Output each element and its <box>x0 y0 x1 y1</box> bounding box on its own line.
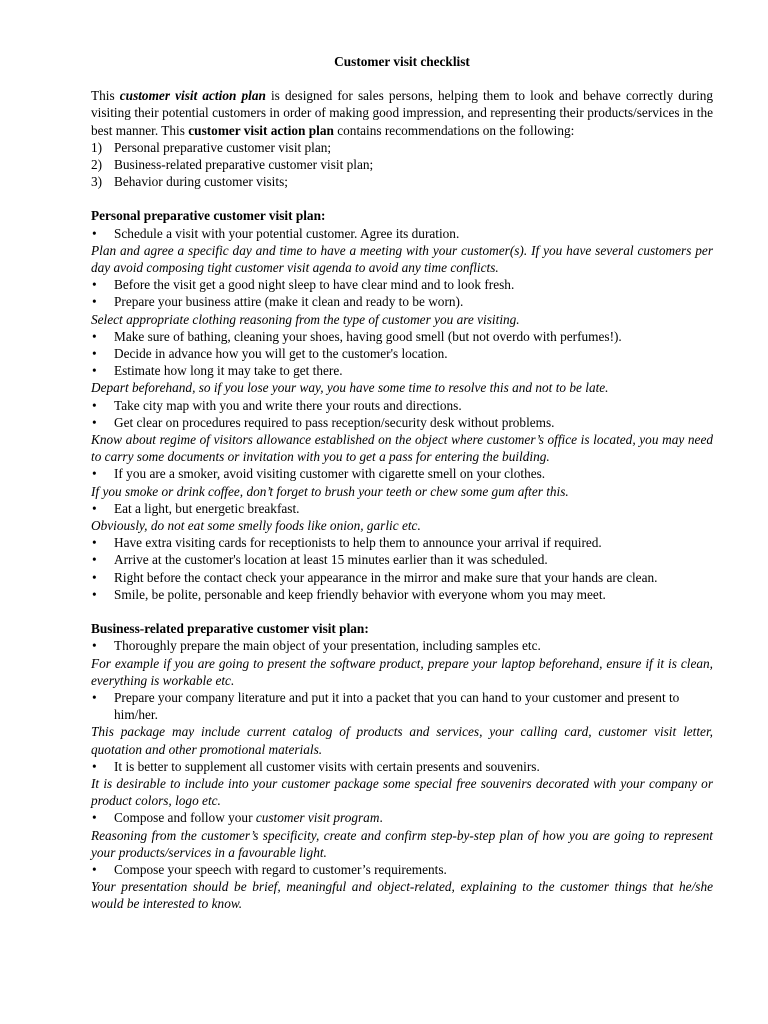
bullet-item: • It is better to supplement all customer visits with certain presents and souvenirs. <box>91 758 713 775</box>
intro-text-2: is designed for sales persons, helping them to look and behave correctly during visiting their potential customers in order of making good impression, and representing their products/services in the best manner. This <box>91 88 714 138</box>
bullet-item: • Thoroughly prepare the main object of your presentation, including samples etc. <box>91 637 713 654</box>
bullet-item: • Smile, be polite, personable and keep friendly behavior with everyone whom you may meet. <box>91 586 713 603</box>
bullet-list <box>91 758 713 775</box>
intro-text-1: This <box>91 88 120 104</box>
intro-paragraph <box>91 87 713 139</box>
italic-note: Reasoning from the customer’s specificity, create and confirm step-by-step plan of how you are going to represent your products/services in a favourable light. <box>91 827 713 860</box>
bullet-text: Compose and follow your <box>114 810 256 826</box>
contents-item <box>91 139 713 156</box>
italic-note: If you smoke or drink coffee, don’t forget to brush your teeth or chew some gum after this. <box>91 483 569 499</box>
italic-note: Obviously, do not eat some smelly foods like onion, garlic etc. <box>91 518 421 534</box>
bullet-emphasis: customer visit program <box>255 810 380 826</box>
contents-text: Personal preparative customer visit plan; <box>114 139 332 155</box>
bullet-item: • Compose your speech with regard to customer’s requirements. <box>91 861 713 878</box>
bullet-item: • If you are a smoker, avoid visiting customer with cigarette smell on your clothes. <box>91 465 713 482</box>
bullet-list <box>91 637 713 654</box>
bullet-list <box>91 397 713 431</box>
spacer <box>91 70 713 87</box>
bullet-item: • Make sure of bathing, cleaning your shoes, having good smell (but not overdo with perfumes!). <box>91 328 713 345</box>
bullet-item: • Before the visit get a good night sleep to have clear mind and to look fresh. <box>91 276 713 293</box>
intro-emphasis-2: customer visit action plan <box>188 122 334 138</box>
contents-item <box>91 156 713 173</box>
italic-note: Select appropriate clothing reasoning from the type of customer you are visiting. <box>91 311 520 327</box>
intro-text-3: contains recommendations on the following: <box>333 122 575 138</box>
spacer <box>91 603 713 620</box>
bullet-item: • Take city map with you and write there your routs and directions. <box>91 397 713 414</box>
contents-number: 2) <box>91 157 103 173</box>
contents-list <box>91 139 713 191</box>
bullet-item: • Estimate how long it may take to get there. <box>91 362 713 379</box>
bullet-list <box>91 465 713 482</box>
bullet-list <box>91 225 713 242</box>
bullet-item: • Decide in advance how you will get to the customer's location. <box>91 345 713 362</box>
bullet-item: • Arrive at the customer's location at least 15 minutes earlier than it was scheduled. <box>91 551 713 568</box>
italic-note: It is desirable to include into your customer package some special free souvenirs decorated with your company or product colors, logo etc. <box>91 775 713 809</box>
bullet-item: • Have extra visiting cards for receptionists to help them to announce your arrival if required. <box>91 534 713 551</box>
contents-number: 3) <box>91 174 103 190</box>
contents-text: Business-related preparative customer visit plan; <box>114 157 374 173</box>
italic-note: Depart beforehand, so if you lose your way, you have some time to resolve this and not to be late. <box>91 380 609 396</box>
contents-item <box>91 173 713 190</box>
italic-note: Your presentation should be brief, meaningful and object-related, explaining to the customer things that he/she would be interested to know. <box>91 879 713 912</box>
bullet-list <box>91 809 713 826</box>
bullet-list <box>91 276 713 310</box>
document-body <box>91 53 713 913</box>
bullet-list <box>91 861 713 878</box>
intro-emphasis-1: customer visit action plan <box>119 88 266 104</box>
bullet-list <box>91 534 713 603</box>
bullet-list <box>91 500 713 517</box>
section-heading-personal: Personal preparative customer visit plan: <box>91 208 326 224</box>
page-title: Customer visit checklist <box>334 54 470 69</box>
spacer <box>91 190 713 207</box>
bullet-text: . <box>379 810 383 826</box>
italic-note: Plan and agree a specific day and time to have a meeting with your customer(s). If you have several customers per day avoid composing tight customer visit agenda to avoid any time conflicts. <box>91 242 713 276</box>
bullet-item: • Right before the contact check your appearance in the mirror and make sure that your hands are clean. <box>91 569 713 586</box>
contents-text: Behavior during customer visits; <box>114 174 288 190</box>
bullet-item: • Get clear on procedures required to pass reception/security desk without problems. <box>91 414 713 431</box>
italic-note: Know about regime of visitors allowance established on the object where customer’s office is located, you may need to carry some documents or invitation with you to get a pass for entering the building. <box>91 432 713 465</box>
bullet-item <box>91 809 713 826</box>
bullet-item: • Eat a light, but energetic breakfast. <box>91 500 713 517</box>
italic-note: This package may include current catalog of products and services, your calling card, customer visit letter, quotation and other promotional materials. <box>91 724 713 757</box>
bullet-item: • Prepare your company literature and put it into a packet that you can hand to your customer and present to him/her. <box>91 689 713 723</box>
bullet-list <box>91 689 713 723</box>
contents-number: 1) <box>91 139 103 155</box>
section-heading-business: Business-related preparative customer visit plan: <box>91 621 369 637</box>
bullet-item: • Prepare your business attire (make it clean and ready to be worn). <box>91 293 713 310</box>
italic-note: For example if you are going to present the software product, prepare your laptop beforehand, ensure if it is clean, everything is workable etc. <box>91 655 713 688</box>
bullet-item: • Schedule a visit with your potential customer. Agree its duration. <box>91 225 713 242</box>
bullet-list <box>91 328 713 380</box>
